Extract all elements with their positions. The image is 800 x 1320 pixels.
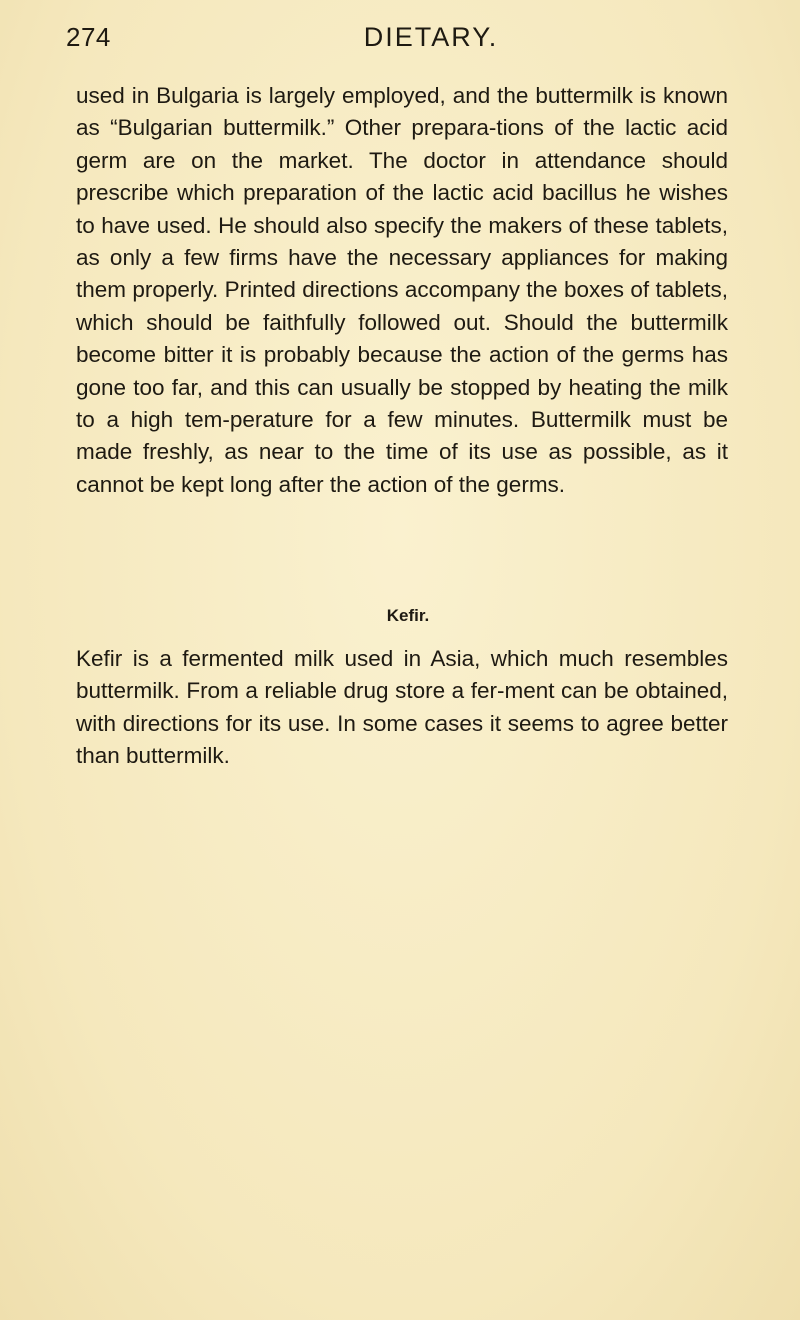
running-head bbox=[66, 20, 746, 60]
paragraph-kefir: Kefir is a fermented milk used in Asia, which much resembles buttermilk. From a reliable drug store a fer-ment can be obtained, with directions for its use. In some cases it seems to agree better than buttermilk. bbox=[76, 646, 728, 769]
section-heading-kefir: Kefir. bbox=[386, 606, 430, 625]
page-number: 274 bbox=[66, 22, 111, 52]
running-title: DIETARY. bbox=[363, 22, 499, 52]
paragraph-buttermilk: used in Bulgaria is largely employed, and the buttermilk is known as “Bulgarian buttermilk.” Other prepara-tions of the lactic acid germ are on the market. The doctor in attendance should prescribe which preparation of the lactic acid bacillus he wishes to have used. He should also specify the makers of these tablets, as only a few firms have the necessary appliances for making them properly. Printed directions accompany the boxes of tablets, which should be faithfully followed out. Should the buttermilk become bitter it is probably because the action of the germs has gone too far, and this can usually be stopped by heating the milk to a high tem-perature for a few minutes. Buttermilk must be made freshly, as near to the time of its use as possible, as it cannot be kept long after the action of the germs. bbox=[76, 83, 728, 497]
